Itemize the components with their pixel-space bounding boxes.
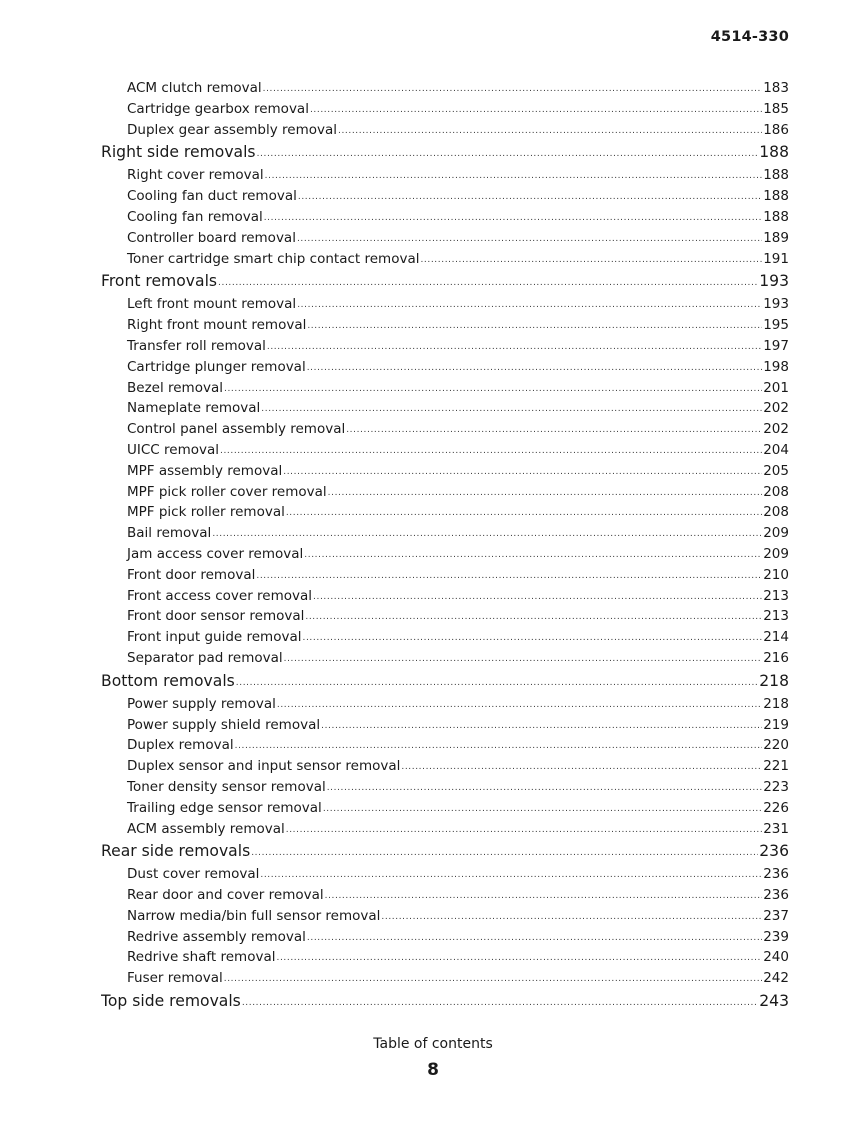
toc-entry-page: 236 [763, 866, 789, 883]
toc-section-entry[interactable] [101, 839, 789, 864]
toc-entry-title: Front removals [101, 272, 218, 291]
toc-entry-page: 219 [763, 716, 789, 733]
toc-entry-page: 236 [759, 842, 789, 861]
toc-entry[interactable] [101, 544, 789, 565]
dot-leader [251, 839, 758, 864]
dot-leader [304, 544, 762, 565]
toc-entry[interactable] [101, 315, 789, 336]
toc-entry-title: Duplex removal [127, 737, 234, 754]
dot-leader [256, 565, 762, 586]
toc-entry-page: 188 [759, 143, 789, 162]
dot-leader [328, 482, 763, 503]
toc-entry[interactable] [101, 398, 789, 419]
toc-entry[interactable] [101, 165, 789, 186]
toc-entry[interactable] [101, 586, 789, 607]
toc-entry-page: 237 [763, 907, 789, 924]
toc-entry[interactable] [101, 798, 789, 819]
dot-leader [286, 819, 762, 840]
dot-leader [310, 99, 762, 120]
toc-entry[interactable] [101, 120, 789, 141]
dot-leader [284, 648, 763, 669]
toc-entry-page: 226 [763, 799, 789, 816]
toc-entry-title: Power supply removal [127, 695, 276, 712]
toc-entry-page: 240 [763, 949, 789, 966]
toc-entry[interactable] [101, 819, 789, 840]
toc-entry-title: Redrive assembly removal [127, 928, 306, 945]
dot-leader [327, 777, 763, 798]
toc-entry[interactable] [101, 968, 789, 989]
toc-entry[interactable] [101, 735, 789, 756]
dot-leader [381, 906, 762, 927]
toc-entry-page: 201 [763, 379, 789, 396]
toc-entry[interactable] [101, 715, 789, 736]
toc-entry-title: MPF pick roller removal [127, 504, 285, 521]
dot-leader [212, 523, 762, 544]
toc-entry-page: 213 [763, 608, 789, 625]
dot-leader [297, 228, 762, 249]
toc-entry[interactable] [101, 99, 789, 120]
toc-entry-title: Duplex gear assembly removal [127, 121, 337, 138]
toc-entry-title: Fuser removal [127, 970, 223, 987]
toc-entry-title: Cartridge plunger removal [127, 358, 306, 375]
dot-leader [401, 756, 762, 777]
toc-entry-title: Trailing edge sensor removal [127, 799, 322, 816]
toc-entry-page: 193 [759, 272, 789, 291]
dot-leader [307, 315, 762, 336]
toc-entry[interactable] [101, 885, 789, 906]
toc-entry-page: 197 [763, 337, 789, 354]
dot-leader [263, 78, 763, 99]
toc-entry-title: Cooling fan duct removal [127, 188, 297, 205]
toc-entry-title: Controller board removal [127, 229, 296, 246]
dot-leader [307, 357, 763, 378]
toc-entry-title: Right front mount removal [127, 317, 307, 334]
toc-entry[interactable] [101, 777, 789, 798]
toc-entry-title: Front access cover removal [127, 587, 313, 604]
toc-entry-title: Left front mount removal [127, 296, 297, 313]
toc-entry-page: 188 [763, 188, 789, 205]
dot-leader [297, 294, 762, 315]
toc-entry-page: 243 [759, 992, 789, 1011]
toc-entry[interactable] [101, 207, 789, 228]
toc-entry-title: Jam access cover removal [127, 545, 304, 562]
dot-leader [420, 249, 762, 270]
toc-entry-page: 210 [763, 566, 789, 583]
dot-leader [224, 968, 762, 989]
dot-leader [298, 186, 762, 207]
dot-leader [267, 336, 762, 357]
toc-entry-title: Bail removal [127, 525, 212, 542]
toc-entry[interactable] [101, 78, 789, 99]
toc-entry[interactable] [101, 440, 789, 461]
toc-entry-title: Front input guide removal [127, 629, 302, 646]
toc-entry-page: 188 [763, 208, 789, 225]
toc-entry-title: Right cover removal [127, 167, 264, 184]
toc-entry-title: Control panel assembly removal [127, 421, 346, 438]
toc-entry-page: 223 [763, 778, 789, 795]
toc-entry[interactable] [101, 906, 789, 927]
toc-entry-title: Top side removals [101, 992, 241, 1011]
toc-entry-page: 221 [763, 758, 789, 775]
toc-entry-title: Front door removal [127, 566, 256, 583]
toc-entry-title: MPF assembly removal [127, 462, 283, 479]
toc-entry-title: Rear side removals [101, 842, 251, 861]
toc-entry[interactable] [101, 482, 789, 503]
toc-entry-page: 218 [763, 695, 789, 712]
table-of-contents [101, 78, 789, 1014]
dot-leader [220, 440, 762, 461]
toc-entry-title: Narrow media/bin full sensor removal [127, 907, 381, 924]
toc-entry-page: 239 [763, 928, 789, 945]
toc-entry-title: ACM assembly removal [127, 820, 285, 837]
toc-entry-page: 202 [763, 400, 789, 417]
toc-entry[interactable] [101, 228, 789, 249]
toc-entry[interactable] [101, 419, 789, 440]
toc-entry-page: 195 [763, 317, 789, 334]
toc-entry-page: 198 [763, 358, 789, 375]
dot-leader [242, 989, 758, 1014]
toc-entry-title: Cartridge gearbox removal [127, 100, 309, 117]
dot-leader [323, 798, 762, 819]
toc-entry-title: ACM clutch removal [127, 80, 262, 96]
toc-entry-page: 213 [763, 587, 789, 604]
toc-entry-page: 193 [763, 296, 789, 313]
dot-leader [307, 927, 762, 948]
dot-leader [325, 885, 763, 906]
toc-entry-title: Power supply shield removal [127, 716, 321, 733]
toc-entry-title: Dust cover removal [127, 866, 260, 883]
toc-entry-title: Bezel removal [127, 379, 223, 396]
dot-leader [313, 586, 762, 607]
toc-entry-page: 220 [763, 737, 789, 754]
toc-entry[interactable] [101, 461, 789, 482]
toc-section-entry[interactable] [101, 989, 789, 1014]
toc-entry-page: 236 [763, 887, 789, 904]
toc-entry[interactable] [101, 947, 789, 968]
toc-entry-page: 188 [763, 167, 789, 184]
dot-leader [321, 715, 762, 736]
toc-entry-page: 209 [763, 545, 789, 562]
toc-entry[interactable] [101, 378, 789, 399]
footer-page-number: 8 [427, 1060, 439, 1080]
toc-entry-page: 218 [759, 671, 789, 690]
model-number: 4514-330 [710, 29, 789, 45]
toc-entry[interactable] [101, 249, 789, 270]
toc-entry[interactable] [101, 186, 789, 207]
toc-entry-title: Nameplate removal [127, 400, 261, 417]
toc-entry-page: 208 [763, 483, 789, 500]
dot-leader [218, 269, 758, 294]
toc-entry-page: 242 [763, 970, 789, 987]
toc-entry-page: 186 [763, 121, 789, 138]
toc-entry-title: Redrive shaft removal [127, 949, 276, 966]
dot-leader [236, 669, 758, 694]
toc-entry[interactable] [101, 864, 789, 885]
toc-entry[interactable] [101, 336, 789, 357]
toc-entry-page: 185 [763, 100, 789, 117]
toc-entry[interactable] [101, 357, 789, 378]
dot-leader [286, 502, 762, 523]
toc-entry[interactable] [101, 694, 789, 715]
toc-entry[interactable] [101, 502, 789, 523]
dot-leader [260, 864, 762, 885]
toc-entry-title: Bottom removals [101, 671, 235, 690]
toc-entry-page: 209 [763, 525, 789, 542]
toc-entry-title: Separator pad removal [127, 649, 283, 666]
toc-entry-page: 214 [763, 629, 789, 646]
toc-entry-title: Front door sensor removal [127, 608, 305, 625]
toc-entry-title: Transfer roll removal [127, 337, 266, 354]
toc-entry-page: 204 [763, 441, 789, 458]
dot-leader [305, 606, 762, 627]
dot-leader [264, 207, 763, 228]
toc-entry-page: 208 [763, 504, 789, 521]
toc-entry-title: MPF pick roller cover removal [127, 483, 327, 500]
toc-section-entry[interactable] [101, 669, 789, 694]
toc-entry-title: Cooling fan removal [127, 208, 263, 225]
dot-leader [261, 398, 762, 419]
dot-leader [257, 140, 759, 165]
toc-entry[interactable] [101, 927, 789, 948]
toc-entry-page: 189 [763, 229, 789, 246]
toc-section-entry[interactable] [101, 269, 789, 294]
toc-entry[interactable] [101, 294, 789, 315]
toc-entry[interactable] [101, 523, 789, 544]
toc-entry[interactable] [101, 756, 789, 777]
dot-leader [302, 627, 762, 648]
toc-entry[interactable] [101, 565, 789, 586]
footer-label: Table of contents [373, 1036, 493, 1052]
toc-entry-title: Rear door and cover removal [127, 887, 324, 904]
dot-leader [338, 120, 762, 141]
toc-entry-title: UICC removal [127, 441, 219, 458]
dot-leader [265, 165, 763, 186]
toc-entry[interactable] [101, 627, 789, 648]
toc-section-entry[interactable] [101, 140, 789, 165]
dot-leader [277, 694, 762, 715]
toc-entry-page: 183 [763, 80, 789, 96]
toc-entry-title: Duplex sensor and input sensor removal [127, 758, 401, 775]
dot-leader [276, 947, 762, 968]
dot-leader [283, 461, 762, 482]
toc-entry-page: 231 [763, 820, 789, 837]
toc-entry[interactable] [101, 648, 789, 669]
toc-entry-title: Toner cartridge smart chip contact removal [127, 250, 420, 267]
toc-entry[interactable] [101, 606, 789, 627]
toc-entry-title: Toner density sensor removal [127, 778, 326, 795]
toc-entry-page: 191 [763, 250, 789, 267]
toc-entry-page: 216 [763, 649, 789, 666]
toc-entry-title: Right side removals [101, 143, 256, 162]
dot-leader [235, 735, 763, 756]
dot-leader [346, 419, 762, 440]
toc-entry-page: 202 [763, 421, 789, 438]
dot-leader [224, 378, 762, 399]
toc-entry-page: 205 [763, 462, 789, 479]
